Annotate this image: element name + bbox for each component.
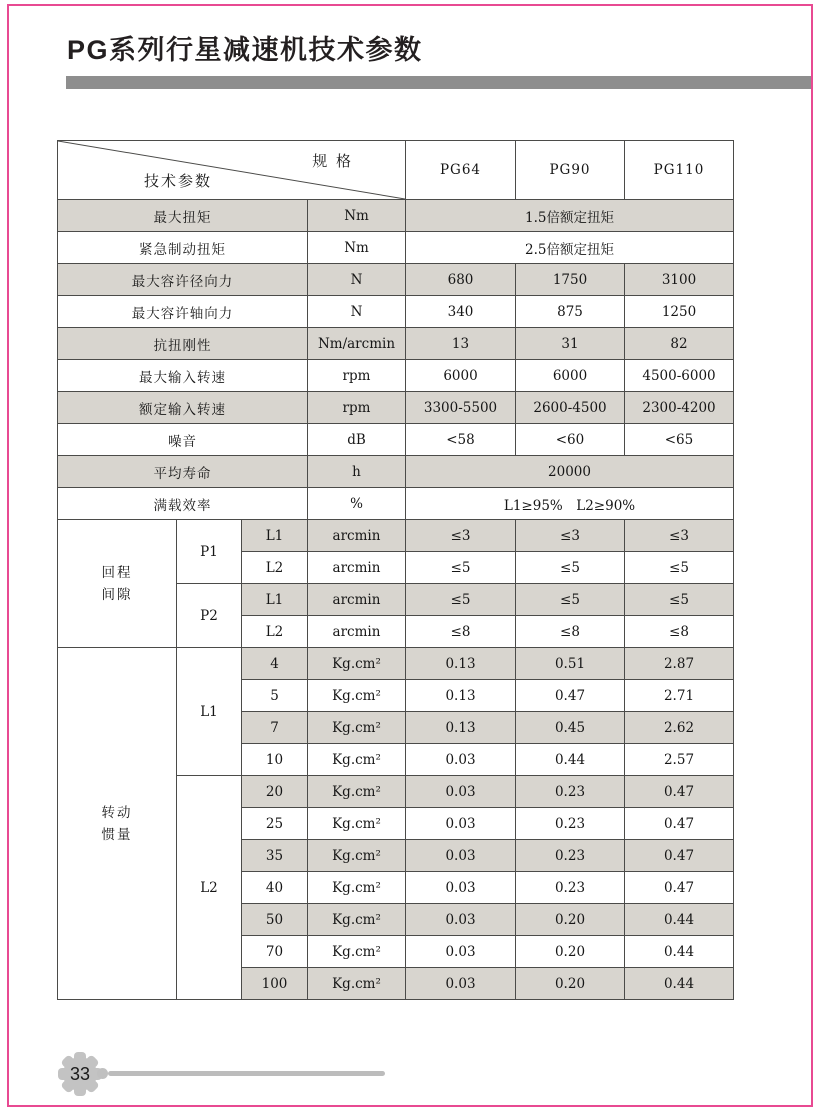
inertia-value: 0.47	[625, 776, 734, 808]
inertia-group-label	[58, 648, 177, 1000]
table-row-max-input-speed	[58, 360, 734, 392]
table-row-backlash-p1-l1	[58, 520, 734, 552]
param-value: 82	[625, 328, 734, 360]
inertia-ratio: 25	[242, 808, 308, 840]
inertia-value: 0.44	[625, 968, 734, 1000]
inertia-unit: Kg.cm²	[308, 744, 406, 776]
inertia-ratio: 7	[242, 712, 308, 744]
footer-line	[108, 1071, 385, 1076]
inertia-value: 0.44	[625, 936, 734, 968]
spec-label: 规 格	[312, 152, 353, 170]
inertia-unit: Kg.cm²	[308, 712, 406, 744]
inertia-value: 2.71	[625, 680, 734, 712]
param-value: 1750	[516, 264, 625, 296]
backlash-stage: L1	[242, 584, 308, 616]
backlash-value: ≤5	[516, 552, 625, 584]
table-row-max-axial-force	[58, 296, 734, 328]
table-row-max-torque	[58, 200, 734, 232]
inertia-value: 0.20	[516, 936, 625, 968]
inertia-value: 0.23	[516, 872, 625, 904]
model-header-pg110: PG110	[625, 141, 734, 200]
table-row-emergency-brake-torque	[58, 232, 734, 264]
inertia-value: 2.87	[625, 648, 734, 680]
inertia-value: 0.03	[406, 872, 516, 904]
table-header-row	[58, 141, 734, 200]
table-row-inertia-l1-4	[58, 648, 734, 680]
param-label: 技术参数	[144, 172, 213, 190]
param-name: 抗扭刚性	[58, 328, 308, 360]
table-row-noise	[58, 424, 734, 456]
inertia-value: 0.03	[406, 936, 516, 968]
inertia-ratio: 35	[242, 840, 308, 872]
param-value-merged: 2.5倍额定扭矩	[406, 232, 734, 264]
inertia-value: 0.44	[516, 744, 625, 776]
param-value: 875	[516, 296, 625, 328]
table-row-torsional-rigidity	[58, 328, 734, 360]
footer-line-dot	[97, 1068, 108, 1079]
title-underline-bar	[66, 76, 811, 89]
inertia-value: 0.13	[406, 680, 516, 712]
spec-table-wrap	[57, 140, 734, 1000]
backlash-section	[58, 520, 734, 648]
param-value-merged: 20000	[406, 456, 734, 488]
table-row-full-load-efficiency	[58, 488, 734, 520]
inertia-value: 0.23	[516, 840, 625, 872]
inertia-ratio: 20	[242, 776, 308, 808]
param-name: 最大输入转速	[58, 360, 308, 392]
inertia-value: 0.13	[406, 648, 516, 680]
inertia-unit: Kg.cm²	[308, 840, 406, 872]
inertia-ratio: 10	[242, 744, 308, 776]
backlash-stage: L2	[242, 616, 308, 648]
param-unit: N	[308, 264, 406, 296]
inertia-stage-l1: L1	[177, 648, 242, 776]
backlash-value: ≤5	[406, 584, 516, 616]
table-row-average-life	[58, 456, 734, 488]
inertia-value: 2.57	[625, 744, 734, 776]
backlash-unit: arcmin	[308, 552, 406, 584]
backlash-label-line2: 间隙	[101, 586, 133, 603]
inertia-unit: Kg.cm²	[308, 904, 406, 936]
page-number: 33	[69, 1063, 91, 1084]
page-title: PG系列行星减速机技术参数	[67, 35, 423, 65]
inertia-ratio: 4	[242, 648, 308, 680]
param-unit: %	[308, 488, 406, 520]
param-value: <58	[406, 424, 516, 456]
param-name: 最大容许轴向力	[58, 296, 308, 328]
param-value: <60	[516, 424, 625, 456]
inertia-stage-l2: L2	[177, 776, 242, 1000]
model-header-pg64: PG64	[406, 141, 516, 200]
inertia-unit: Kg.cm²	[308, 872, 406, 904]
inertia-ratio: 70	[242, 936, 308, 968]
inertia-section	[58, 648, 734, 1000]
param-value: 6000	[516, 360, 625, 392]
inertia-unit: Kg.cm²	[308, 808, 406, 840]
backlash-value: ≤5	[625, 584, 734, 616]
param-value: 31	[516, 328, 625, 360]
inertia-unit: Kg.cm²	[308, 936, 406, 968]
backlash-value: ≤8	[516, 616, 625, 648]
inertia-value: 0.23	[516, 808, 625, 840]
param-value: <65	[625, 424, 734, 456]
inertia-label-line2: 惯量	[101, 826, 133, 843]
backlash-value: ≤5	[516, 584, 625, 616]
inertia-value: 0.47	[625, 872, 734, 904]
backlash-grade-p1: P1	[177, 520, 242, 584]
param-unit: Nm/arcmin	[308, 328, 406, 360]
diagonal-header-cell	[58, 141, 406, 200]
inertia-value: 0.03	[406, 840, 516, 872]
spec-table	[57, 140, 734, 1000]
table-row-rated-input-speed	[58, 392, 734, 424]
param-name: 满载效率	[58, 488, 308, 520]
backlash-value: ≤3	[406, 520, 516, 552]
backlash-value: ≤8	[625, 616, 734, 648]
param-value-merged: 1.5倍额定扭矩	[406, 200, 734, 232]
inertia-value: 0.44	[625, 904, 734, 936]
param-value: 680	[406, 264, 516, 296]
inertia-value: 0.03	[406, 968, 516, 1000]
backlash-group-label	[58, 520, 177, 648]
param-unit: rpm	[308, 392, 406, 424]
inertia-value: 2.62	[625, 712, 734, 744]
param-name: 噪音	[58, 424, 308, 456]
backlash-value: ≤8	[406, 616, 516, 648]
backlash-grade-p2: P2	[177, 584, 242, 648]
backlash-value: ≤3	[625, 520, 734, 552]
backlash-unit: arcmin	[308, 616, 406, 648]
param-value: 2300-4200	[625, 392, 734, 424]
inertia-value: 0.45	[516, 712, 625, 744]
param-value: 6000	[406, 360, 516, 392]
param-name: 平均寿命	[58, 456, 308, 488]
param-value: 340	[406, 296, 516, 328]
backlash-value: ≤3	[516, 520, 625, 552]
inertia-ratio: 50	[242, 904, 308, 936]
param-value: 4500-6000	[625, 360, 734, 392]
inertia-value: 0.03	[406, 776, 516, 808]
backlash-value: ≤5	[406, 552, 516, 584]
inertia-unit: Kg.cm²	[308, 648, 406, 680]
inertia-value: 0.51	[516, 648, 625, 680]
inertia-label-line1: 转动	[101, 804, 133, 821]
param-unit: rpm	[308, 360, 406, 392]
param-value: 3100	[625, 264, 734, 296]
inertia-value: 0.47	[625, 840, 734, 872]
inertia-value: 0.03	[406, 744, 516, 776]
param-name: 最大扭矩	[58, 200, 308, 232]
backlash-value: ≤5	[625, 552, 734, 584]
param-unit: N	[308, 296, 406, 328]
param-value: 2600-4500	[516, 392, 625, 424]
backlash-stage: L2	[242, 552, 308, 584]
inertia-value: 0.03	[406, 808, 516, 840]
inertia-value: 0.13	[406, 712, 516, 744]
inertia-value: 0.20	[516, 904, 625, 936]
inertia-ratio: 100	[242, 968, 308, 1000]
inertia-unit: Kg.cm²	[308, 776, 406, 808]
model-header-pg90: PG90	[516, 141, 625, 200]
backlash-unit: arcmin	[308, 584, 406, 616]
inertia-value: 0.20	[516, 968, 625, 1000]
param-name: 紧急制动扭矩	[58, 232, 308, 264]
table-row-max-radial-force	[58, 264, 734, 296]
param-value: 3300-5500	[406, 392, 516, 424]
param-section	[58, 200, 734, 520]
inertia-value: 0.23	[516, 776, 625, 808]
header-section	[58, 141, 734, 200]
backlash-stage: L1	[242, 520, 308, 552]
param-value: 13	[406, 328, 516, 360]
backlash-label-line1: 回程	[101, 564, 133, 581]
inertia-unit: Kg.cm²	[308, 680, 406, 712]
param-unit: dB	[308, 424, 406, 456]
param-value: 1250	[625, 296, 734, 328]
backlash-unit: arcmin	[308, 520, 406, 552]
inertia-ratio: 5	[242, 680, 308, 712]
inertia-value: 0.47	[625, 808, 734, 840]
inertia-value: 0.03	[406, 904, 516, 936]
param-name: 最大容许径向力	[58, 264, 308, 296]
param-unit: Nm	[308, 232, 406, 264]
inertia-value: 0.47	[516, 680, 625, 712]
param-unit: Nm	[308, 200, 406, 232]
param-value-merged: L1≥95% L2≥90%	[406, 488, 734, 520]
inertia-unit: Kg.cm²	[308, 968, 406, 1000]
param-name: 额定输入转速	[58, 392, 308, 424]
inertia-ratio: 40	[242, 872, 308, 904]
param-unit: h	[308, 456, 406, 488]
